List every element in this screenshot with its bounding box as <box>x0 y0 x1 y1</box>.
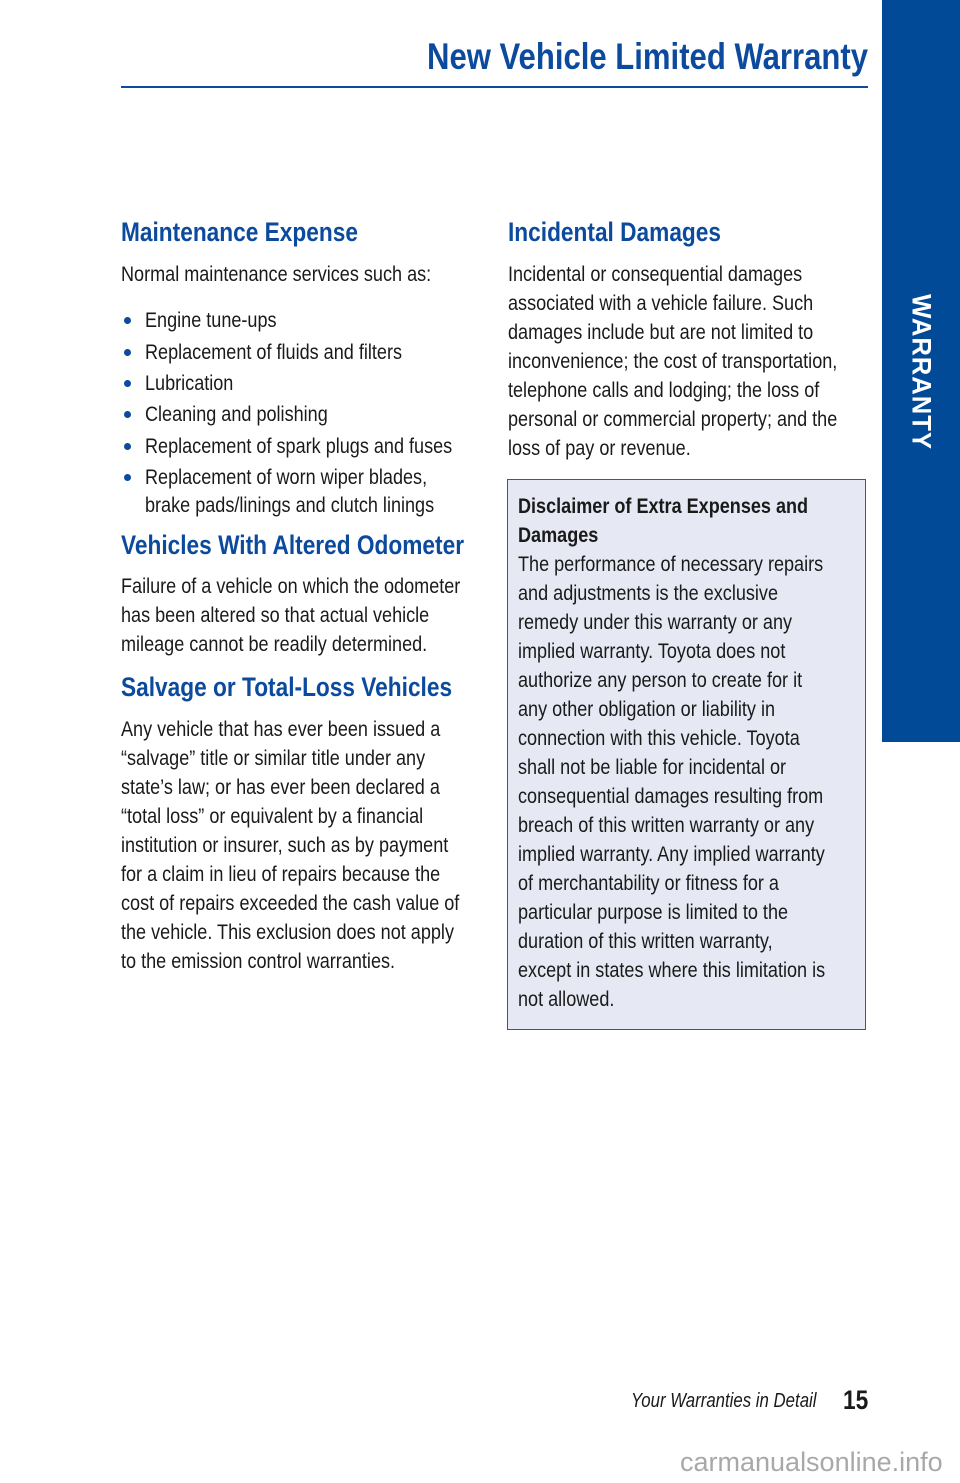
text-line: Lubrication <box>145 371 234 395</box>
text-line: has been altered so that actual vehicle <box>121 603 430 627</box>
incidental-paragraph <box>508 260 900 463</box>
text-line: Replacement of worn wiper blades, <box>145 465 428 489</box>
text-line: damages include but are not limited to <box>508 320 814 344</box>
text-line: inconvenience; the cost of transportation, <box>508 349 838 373</box>
text-line: connection with this vehicle. Toyota <box>518 726 800 750</box>
text-line: duration of this written warranty, <box>518 929 773 953</box>
page-title: New Vehicle Limited Warranty <box>426 36 868 77</box>
watermark: carmanualsonline.info <box>680 1447 943 1477</box>
text-line: of merchantability or fitness for a <box>518 871 779 895</box>
text-line: Replacement of fluids and filters <box>145 340 402 364</box>
section-tab-label: WARRANTY <box>906 294 937 450</box>
text-line: authorize any person to create for it <box>518 668 803 692</box>
text-line: The performance of necessary repairs <box>518 552 824 576</box>
text-line: except in states where this limitation is <box>518 958 826 982</box>
text-line: any other obligation or liability in <box>518 697 776 721</box>
text-line: Damages <box>518 523 599 547</box>
bullet-icon <box>124 380 131 387</box>
text-line: telephone calls and lodging; the loss of <box>508 378 820 402</box>
text-line: remedy under this warranty or any <box>518 610 793 634</box>
incidental-heading: Incidental Damages <box>508 217 722 247</box>
text-line: institution or insurer, such as by payment <box>121 833 449 857</box>
footer-section-label: Your Warranties in Detail <box>631 1390 817 1412</box>
text-line: implied warranty. Toyota does not <box>518 639 786 663</box>
bullet-text <box>145 338 451 366</box>
bullet-icon <box>124 349 131 356</box>
text-line: and adjustments is the exclusive <box>518 581 779 605</box>
text-line: implied warranty. Any implied warranty <box>518 842 825 866</box>
text-line: loss of pay or revenue. <box>508 436 691 460</box>
bullet-text <box>145 400 363 428</box>
text-line: to the emission control warranties. <box>121 949 396 973</box>
title-rule <box>121 86 868 88</box>
text-line: Cleaning and polishing <box>145 402 328 426</box>
text-line: Failure of a vehicle on which the odometer <box>121 574 461 598</box>
text-line: associated with a vehicle failure. Such <box>508 291 814 315</box>
text-line: “salvage” title or similar title under any <box>121 746 426 770</box>
text-line: Incidental or consequential damages <box>508 262 803 286</box>
text-line: not allowed. <box>518 987 615 1011</box>
bullet-icon <box>124 317 131 324</box>
bullet-icon <box>124 443 131 450</box>
text-line: state’s law; or has ever been declared a <box>121 775 440 799</box>
text-line: the vehicle. This exclusion does not apply <box>121 920 454 944</box>
text-line: personal or commercial property; and the <box>508 407 838 431</box>
bullet-text <box>145 463 489 519</box>
disclaimer-title <box>518 492 863 550</box>
text-line: Engine tune-ups <box>145 308 277 332</box>
salvage-heading: Salvage or Total-Loss Vehicles <box>121 672 453 702</box>
bullet-text <box>145 432 511 460</box>
text-line: shall not be liable for incidental or <box>518 755 787 779</box>
disclaimer-paragraph <box>518 550 884 1014</box>
maintenance-intro: Normal maintenance services such as: <box>121 262 432 286</box>
bullet-text <box>145 369 250 397</box>
bullet-text <box>145 306 302 334</box>
bullet-icon <box>124 474 131 481</box>
text-line: for a claim in lieu of repairs because the <box>121 862 441 886</box>
text-line: brake pads/linings and clutch linings <box>145 493 435 517</box>
odometer-heading: Vehicles With Altered Odometer <box>121 530 465 560</box>
text-line: Disclaimer of Extra Expenses and <box>518 494 809 518</box>
bullet-icon <box>124 411 131 418</box>
text-line: consequential damages resulting from <box>518 784 824 808</box>
text-line: Any vehicle that has ever been issued a <box>121 717 441 741</box>
page-number: 15 <box>843 1385 869 1415</box>
text-line: mileage cannot be readily determined. <box>121 632 428 656</box>
text-line: particular purpose is limited to the <box>518 900 789 924</box>
text-line: “total loss” or equivalent by a financial <box>121 804 424 828</box>
text-line: Replacement of spark plugs and fuses <box>145 434 453 458</box>
maintenance-heading: Maintenance Expense <box>121 217 358 247</box>
text-line: breach of this written warranty or any <box>518 813 815 837</box>
salvage-paragraph <box>121 715 524 976</box>
text-line: cost of repairs exceeded the cash value of <box>121 891 460 915</box>
odometer-paragraph <box>121 572 525 659</box>
